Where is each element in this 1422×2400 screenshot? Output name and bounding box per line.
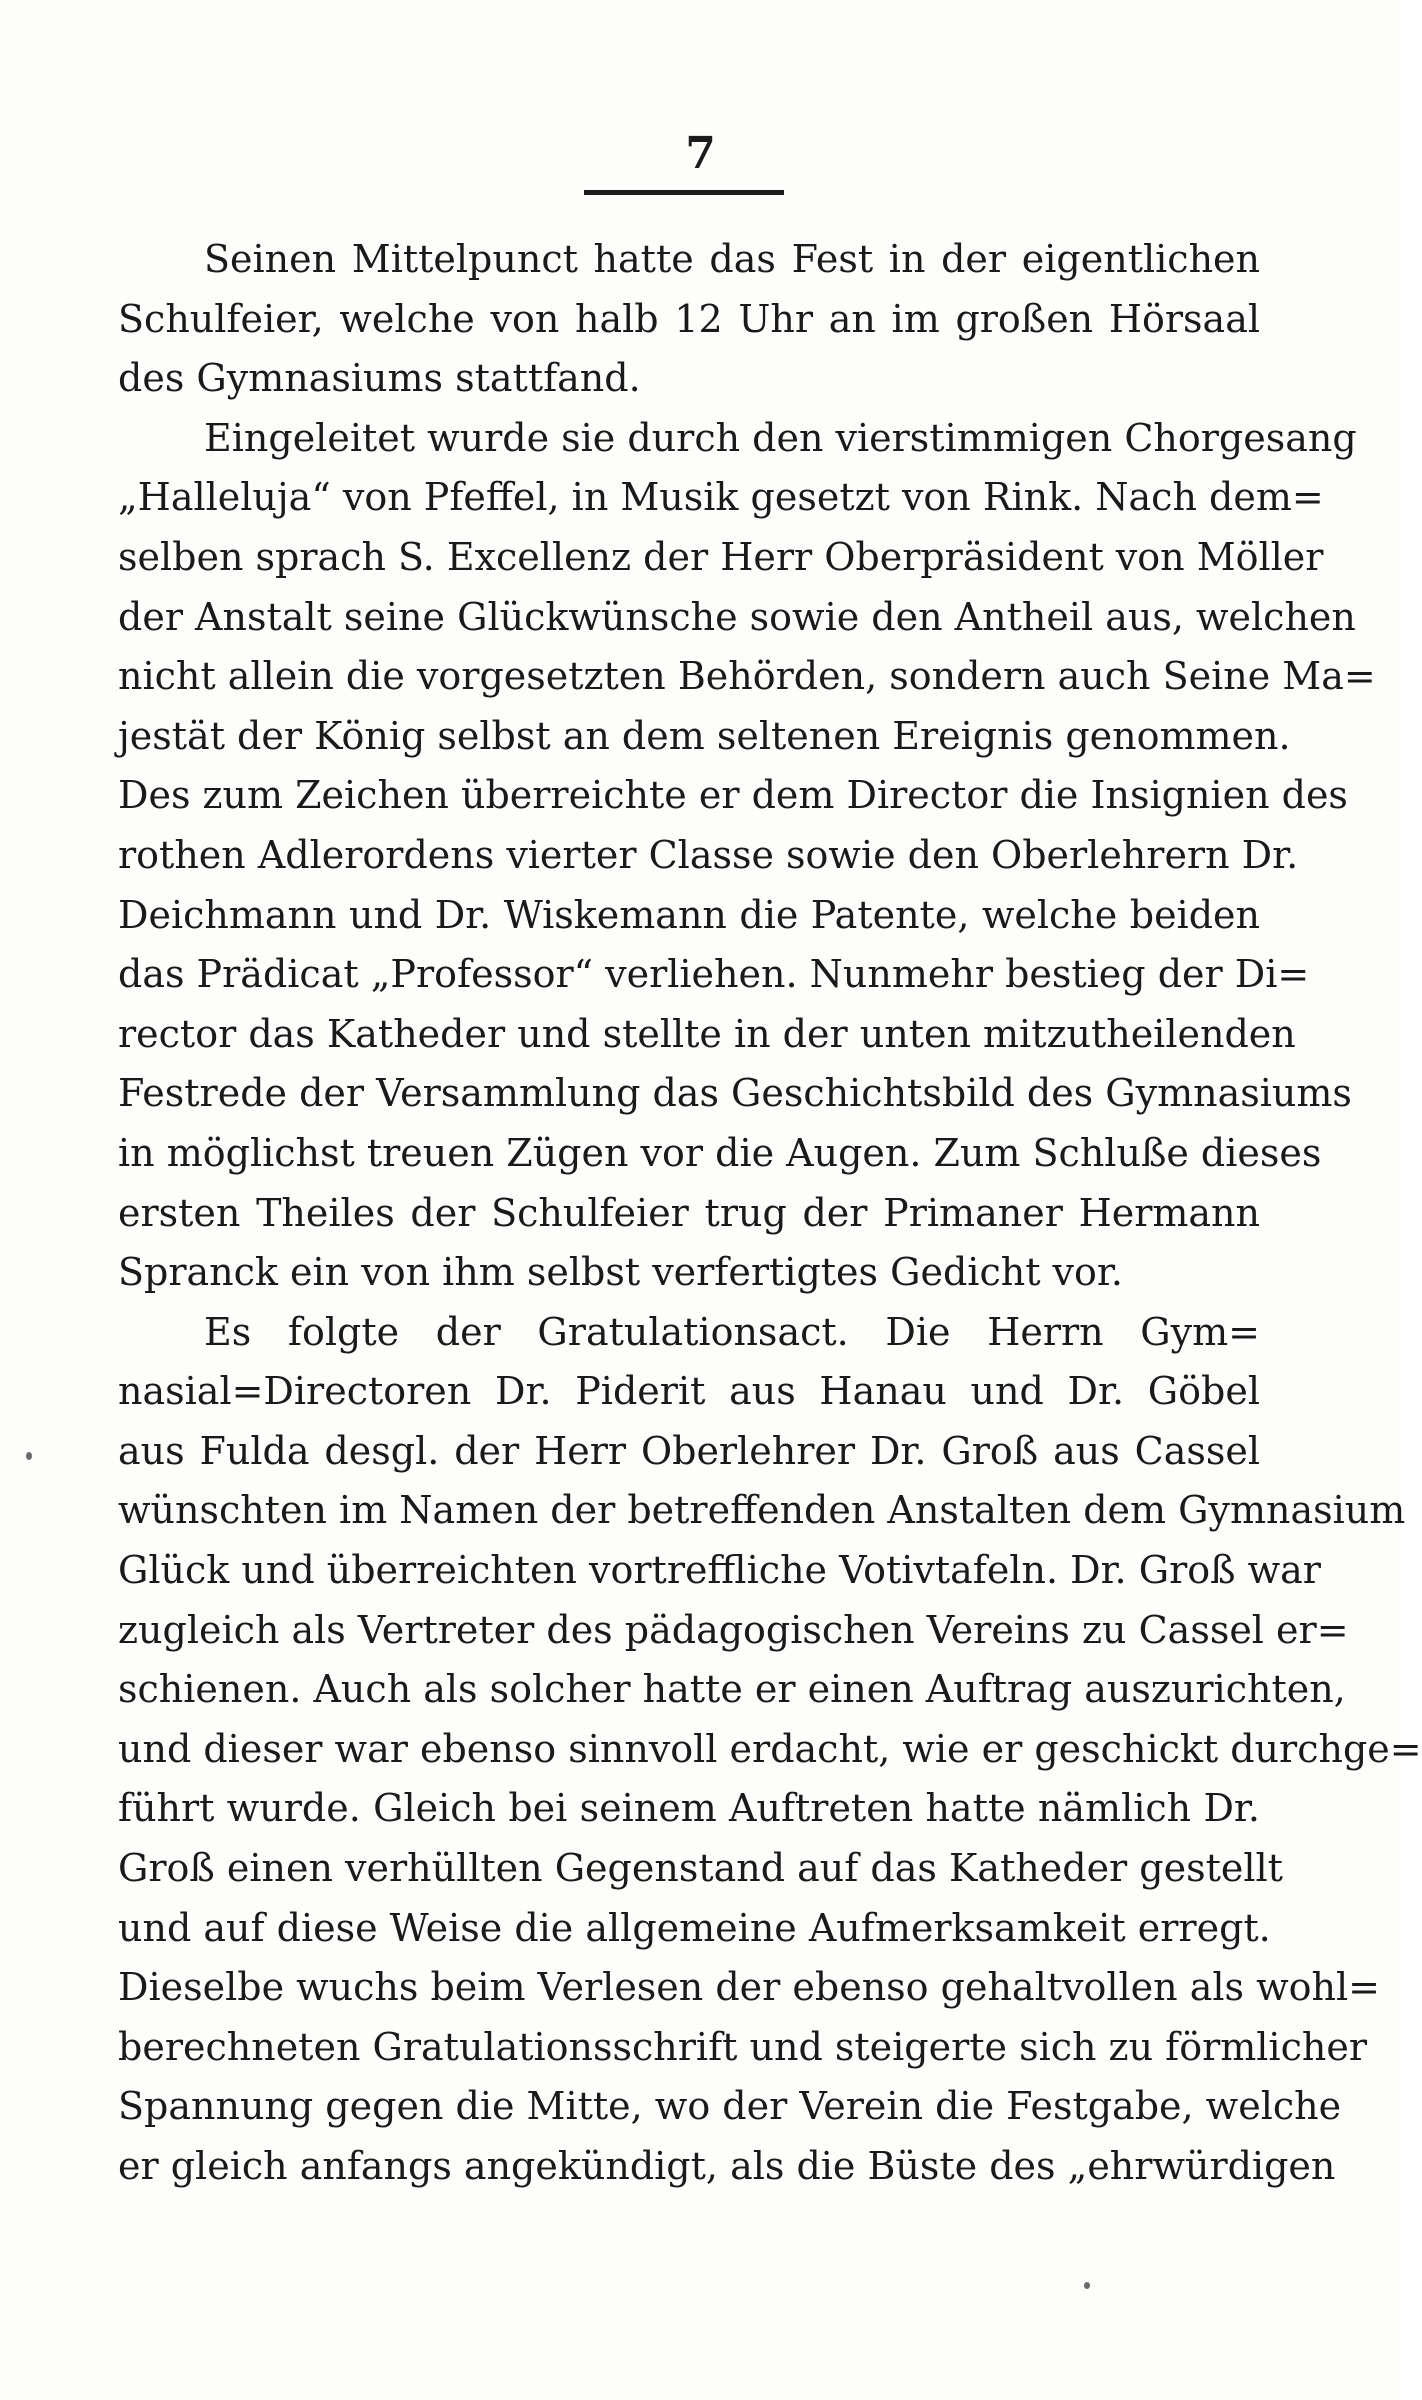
text-line: nasial=Directoren Dr. Piderit aus Hanau und Dr. Göbel [118,1369,1260,1414]
text-line: nicht allein die vorgesetzten Behörden, sondern auch Seine Ma= [118,654,1376,699]
text-line: wünschten im Namen der betreffenden Anstalten dem Gymnasium [118,1488,1406,1533]
text-line: das Prädicat „Professor“ verliehen. Nunmehr bestieg der Di= [118,952,1310,997]
text-line: Spranck ein von ihm selbst verfertigtes Gedicht vor. [118,1250,1123,1295]
paper-speck [1084,2282,1090,2289]
text-line: zugleich als Vertreter des pädagogischen Vereins zu Cassel er= [118,1607,1349,1652]
text-line: und auf diese Weise die allgemeine Aufmerksamkeit erregt. [118,1905,1271,1950]
text-line: er gleich anfangs angekündigt, als die Büste des „ehrwürdigen [118,2144,1336,2188]
text-line: des Gymnasiums stattfand. [118,356,641,401]
text-line: Spannung gegen die Mitte, wo der Verein die Festgabe, welche [118,2084,1342,2129]
header-rule [584,190,784,195]
text-line: und dieser war ebenso sinnvoll erdacht, wie er geschickt durchge= [118,1726,1422,1771]
text-line: Festrede der Versammlung das Geschichtsbild des Gymnasiums [118,1071,1352,1116]
text-line: Glück und überreichten vortreffliche Votivtafeln. Dr. Groß war [118,1548,1321,1593]
text-line: berechneten Gratulationsschrift und steigerte sich zu förmlicher [118,2024,1367,2069]
text-line: Es folgte der Gratulationsact. Die Herrn Gym= [204,1309,1260,1354]
text-line: selben sprach S. Excellenz der Herr Oberpräsident von Möller [118,534,1324,579]
text-line: Eingeleitet wurde sie durch den vierstimmigen Chorgesang [204,415,1357,460]
text-line: jestät der König selbst an dem seltenen Ereignis genommen. [118,713,1291,758]
text-line: führt wurde. Gleich bei seinem Auftreten hatte nämlich Dr. [118,1786,1260,1831]
text-line: in möglichst treuen Zügen vor die Augen. Zum Schluße dieses [118,1130,1322,1175]
text-line: schienen. Auch als solcher hatte er einen Auftrag auszurichten, [118,1667,1346,1712]
text-line: rector das Katheder und stellte in der unten mitzutheilenden [118,1011,1296,1056]
text-line: Seinen Mittelpunct hatte das Fest in der eigentlichen [204,237,1260,281]
text-line: Des zum Zeichen überreichte er dem Director die Insignien des [118,773,1348,818]
text-line: ersten Theiles der Schulfeier trug der Primaner Hermann [118,1190,1260,1235]
text-line: rothen Adlerordens vierter Classe sowie den Oberlehrern Dr. [118,832,1299,877]
text-line: „Halleluja“ von Pfeffel, in Musik gesetzt von Rink. Nach dem= [118,475,1324,520]
body-text [118,230,1422,2197]
text-line: Dieselbe wuchs beim Verlesen der ebenso gehaltvollen als wohl= [118,1965,1380,2010]
text-line: Groß einen verhüllten Gegenstand auf das Katheder gestellt [118,1846,1283,1891]
text-line: Schulfeier, welche von halb 12 Uhr an im großen Hörsaal [118,296,1260,341]
page-number: 7 [685,128,716,179]
text-line: der Anstalt seine Glückwünsche sowie den Antheil aus, welchen [118,594,1356,639]
text-line: Deichmann und Dr. Wiskemann die Patente, welche beiden [118,892,1260,937]
text-line: aus Fulda desgl. der Herr Oberlehrer Dr. Groß aus Cassel [118,1428,1260,1473]
paper-speck [26,1452,32,1460]
